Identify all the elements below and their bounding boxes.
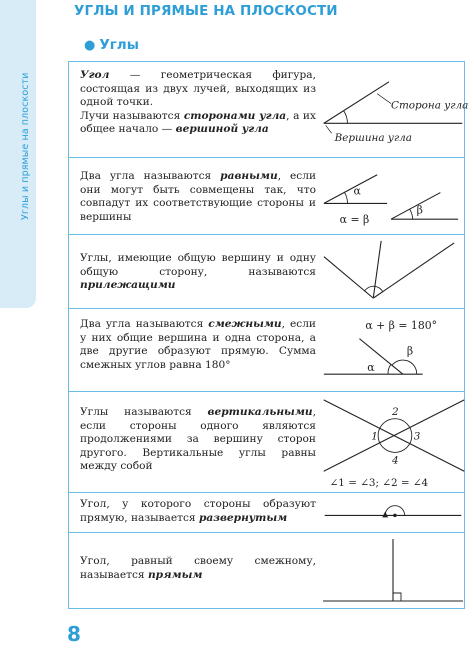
text-fragment: Два угла называются [80, 318, 209, 330]
equal-angles-diagram [319, 158, 465, 234]
row-text [80, 318, 316, 372]
text-fragment: Два угла называются [80, 170, 221, 182]
side-tab [0, 0, 36, 308]
vertical-angles-diagram [319, 392, 465, 492]
page-number: 8 [67, 622, 81, 646]
vertex-pointer [326, 125, 332, 133]
beta-label: β [406, 344, 414, 358]
table-row-angle [69, 62, 469, 158]
row-text [80, 498, 316, 525]
equal-angle1-arc [345, 193, 348, 204]
term-emphasis: прямым [147, 568, 203, 581]
right-angle-mark [393, 593, 401, 601]
text-fragment: , если они могут быть совмещены так, что совпадут их соответствующие стороны и вершины [80, 170, 317, 223]
row-text [80, 555, 316, 582]
angle-3-label: 3 [413, 430, 421, 443]
text-fragment: — геометрическая фигура, состоящая из двух лучей, выходящих из одной точки. [80, 69, 316, 108]
angle-1-label: 1 [371, 430, 378, 443]
figure-straight [319, 493, 465, 532]
term-emphasis: сторонами угла [183, 109, 287, 122]
figure-right [319, 533, 465, 610]
alpha-label: α [367, 361, 375, 375]
table-row-right [69, 533, 464, 610]
text-fragment: Лучи называются [80, 109, 184, 122]
equal-angle1-side [324, 175, 377, 204]
sum-label: α + β = 180° [365, 318, 438, 332]
term-emphasis: прилежащими [80, 279, 176, 291]
term-emphasis: равными [220, 170, 278, 182]
section-heading [84, 37, 139, 53]
row-text [80, 252, 316, 293]
figure-angle [319, 62, 469, 157]
supplementary-ray [359, 339, 402, 375]
bullet-icon: ● [84, 38, 96, 53]
text-fragment: , если у них общие вершина и одна сторона, а две другие образуют прямую. Сумма смежных углов равна 180° [80, 318, 316, 371]
side-label: Сторона угла [391, 99, 469, 112]
row-text [80, 69, 316, 137]
adjacent-angles-diagram [319, 235, 465, 308]
table-row-vertical [69, 392, 464, 493]
angle-arc [344, 110, 348, 123]
adjacent-arc-2 [375, 286, 383, 292]
angle-2-label: 2 [392, 405, 399, 418]
adjacent-arc-1 [364, 286, 375, 291]
term-emphasis: вершиной угла [175, 123, 269, 135]
straight-vertex [393, 514, 397, 518]
section-title: Углы [99, 37, 139, 53]
text-fragment: Угол, равный своему смежному, называется [80, 555, 316, 581]
term-emphasis: Угол [80, 69, 110, 81]
figure-adjacent [319, 235, 465, 308]
adjacent-left-side [324, 257, 373, 298]
angle-diagram [319, 62, 469, 157]
table-row-adjacent [69, 235, 464, 309]
supplementary-angles-diagram [319, 309, 465, 391]
adjacent-common-side [373, 241, 381, 298]
row-text [80, 170, 316, 224]
figure-vertical [319, 392, 465, 492]
straight-arrow [382, 512, 388, 518]
definitions-table [68, 61, 469, 609]
straight-angle-diagram [319, 493, 465, 532]
alpha-label: α [353, 184, 361, 198]
table-row-straight [69, 493, 464, 533]
alpha-arc [388, 364, 391, 374]
row-text [80, 406, 316, 474]
text-fragment: , если стороны одного являются продолжениями за вершину сторон другого. Вертикальные углы равны между собой [80, 406, 316, 472]
beta-arc [392, 360, 417, 374]
figure-supplementary [319, 309, 465, 391]
side-tab-label: Углы и прямые на плоскости [20, 72, 31, 220]
angle-4-label: 4 [392, 454, 399, 467]
vertical-formula: ∠1 = ∠3; ∠2 = ∠4 [329, 477, 429, 490]
adjacent-right-side [373, 243, 454, 298]
page-title: УГЛЫ И ПРЯМЫЕ НА ПЛОСКОСТИ [74, 3, 338, 19]
equal-angle2-arc [410, 209, 413, 219]
angle-side-inclined [324, 82, 389, 124]
term-emphasis: смежными [208, 318, 282, 330]
term-emphasis: развернутым [198, 511, 288, 524]
table-row-equal [69, 158, 464, 235]
table-row-supplementary [69, 309, 464, 392]
term-emphasis: вертикальными [207, 406, 313, 418]
side-pointer [377, 94, 391, 104]
equal-formula: α = β [339, 213, 370, 227]
text-fragment: Угол, у которого стороны образуют прямую, называется [80, 498, 316, 524]
text-fragment: Углы, имеющие общую вершину и одну общую сторону, называются [80, 252, 316, 278]
right-angle-diagram [319, 533, 465, 610]
text-fragment: , а их общее начало — [80, 109, 316, 135]
figure-equal [319, 158, 465, 234]
beta-label: β [416, 203, 423, 217]
text-fragment: Углы называются [80, 406, 208, 418]
vertex-label: Вершина угла [334, 132, 412, 145]
